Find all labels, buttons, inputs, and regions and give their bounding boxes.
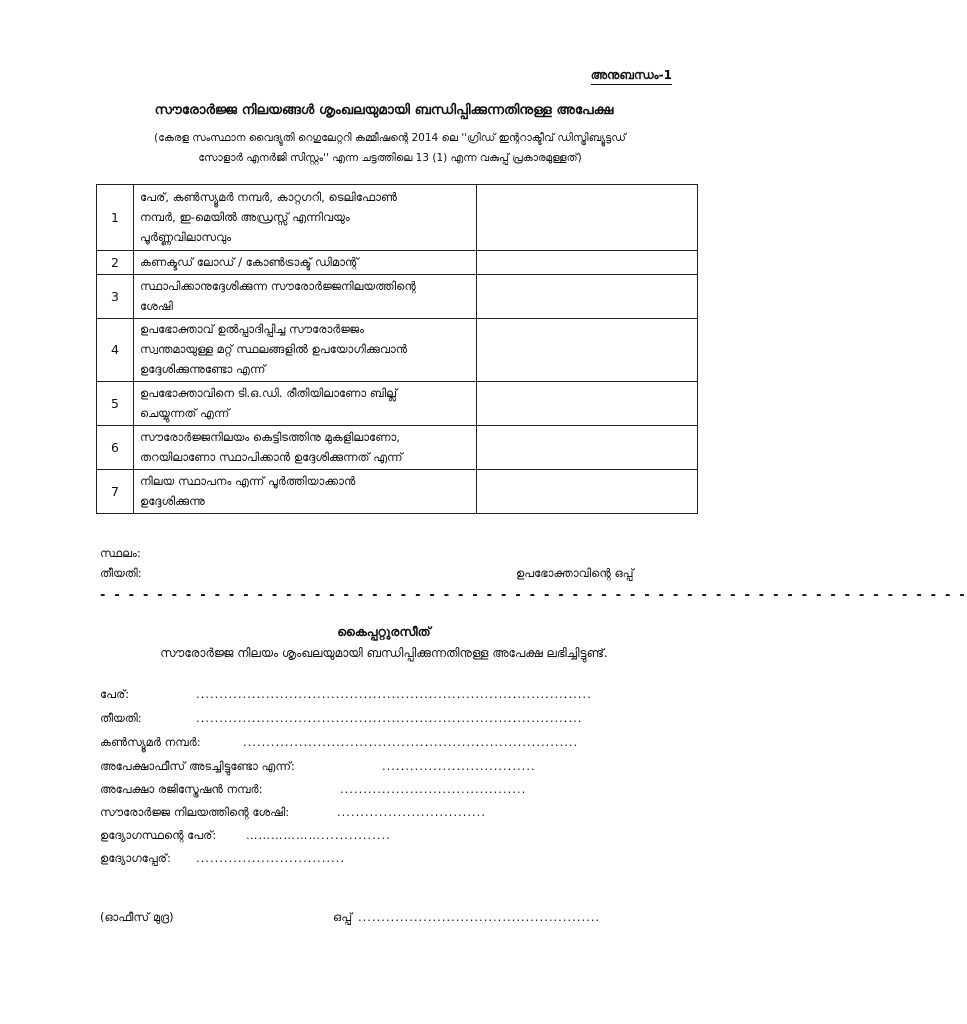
capacity-field[interactable]: ................................ [337, 805, 486, 819]
date-field[interactable]: ................................................................................... [196, 711, 583, 725]
table-row [97, 251, 698, 275]
cut-separator: - - - - - - - - - - - - - - - - - - - - - - - - - - - - - - - - - - - - - - - - - - - - - - - - - - - - - - - - - - - - - [100, 588, 967, 603]
row-description [134, 470, 477, 514]
row-desc-line: ശേഷി [140, 298, 173, 313]
row-description [134, 185, 477, 251]
row-desc-line: ചെയ്യുന്നത് എന്ന് [140, 405, 230, 420]
officer-name-label: ഉദ്യോഗസ്ഥന്റെ പേര്: [100, 828, 217, 842]
registration-number-field[interactable]: ........................................ [340, 782, 527, 796]
row-number: 1 [97, 185, 134, 251]
row-desc-line: ഉദ്ദേശിക്കുന്നു [140, 493, 205, 508]
table-row [97, 185, 698, 251]
table-row [97, 426, 698, 470]
row-desc-line: ഉപഭോക്താവിനെ ടി.ഒ.ഡി. രീതിയിലാണോ ബില്ല് [140, 385, 397, 400]
row-description [134, 319, 477, 382]
row-answer-cell[interactable] [477, 382, 698, 426]
name-field[interactable]: ..................................................................................... [196, 687, 592, 701]
row-answer-cell[interactable] [477, 426, 698, 470]
application-table [96, 184, 698, 514]
registration-number-label: അപേക്ഷാ രജിസ്ട്രേഷൻ നമ്പർ: [100, 782, 263, 796]
row-desc-line: നിലയ സ്ഥാപനം എന്ന് പൂർത്തിയാക്കാൻ [140, 473, 356, 488]
designation-label: ഉദ്യോഗപ്പേര്: [100, 851, 171, 865]
row-answer-cell[interactable] [477, 319, 698, 382]
row-desc-line: സ്വന്തമായുള്ള മറ്റ് സ്ഥലങ്ങളിൽ ഉപയോഗിക്കുവാൻ [140, 342, 408, 356]
subtitle-line-1: (കേരള സംസ്ഥാന വൈദ്യുതി റെഗുലേറ്ററി കമ്മീഷന്റെ 2014 ലെ ''ഗ്രിഡ് ഇന്ററാക്ടീവ് ഡിസ്ട്രിബ്യൂട്ടഡ് [154, 132, 626, 144]
date-field-label: തീയതി: [100, 711, 142, 725]
consumer-number-field[interactable]: ........................................................................ [243, 735, 579, 749]
row-number: 4 [97, 319, 134, 382]
date-label: തീയതി: [100, 566, 142, 580]
row-number: 7 [97, 470, 134, 514]
annex-label: അനുബന്ധം-1 [591, 68, 672, 85]
row-answer-cell[interactable] [477, 251, 698, 275]
row-desc-line: കണക്ടഡ് ലോഡ് / കോൺട്രാക്ട് ഡിമാന്റ് [140, 254, 359, 269]
receipt-subtitle: സൗരോർജ്ജ നിലയം ശൃംഖലയുമായി ബന്ധിപ്പിക്കുന്നതിനുള്ള അപേക്ഷ ലഭിച്ചിട്ടുണ്ട്. [160, 646, 608, 660]
row-number: 2 [97, 251, 134, 275]
officer-signature-label: ഒപ്പ് [333, 910, 353, 924]
row-desc-line: സൗരോർജ്ജനിലയം കെട്ടിടത്തിനു മുകളിലാണോ, [140, 429, 400, 444]
row-number: 5 [97, 382, 134, 426]
consumer-number-label: കൺസ്യൂമർ നമ്പർ: [100, 735, 201, 749]
name-label: പേര്: [100, 687, 130, 701]
row-desc-line: ഉപഭോക്താവ് ഉൽപ്പാദിപ്പിച്ച സൗരോർജ്ജം [140, 322, 364, 336]
place-label: സ്ഥലം: [100, 546, 141, 560]
subtitle-line-2: സോളാർ എനർജി സിസ്റ്റം'' എന്ന ചട്ടത്തിലെ 13 (1) എന്ന വകുപ്പ് പ്രകാരമുള്ളത്) [198, 152, 582, 164]
office-seal-label: (ഓഫീസ് മുദ്ര) [100, 910, 174, 924]
row-desc-line: പൂർണ്ണവിലാസവും [140, 229, 232, 244]
row-desc-line: പേര്, കൺസ്യൂമർ നമ്പർ, കാറ്റഗറി, ടെലിഫോൺ [140, 189, 398, 204]
designation-field[interactable]: ................................ [196, 851, 345, 865]
fee-paid-field[interactable]: ................................. [382, 759, 536, 773]
table-row [97, 275, 698, 319]
row-description [134, 275, 477, 319]
row-number: 3 [97, 275, 134, 319]
form-title: സൗരോർജ്ജ നിലയങ്ങൾ ശൃംഖലയുമായി ബന്ധിപ്പിക്കുന്നതിനുള്ള അപേക്ഷ [154, 102, 614, 118]
row-description [134, 251, 477, 275]
officer-signature-field[interactable]: .................................................... [358, 910, 601, 924]
row-desc-line: തറയിലാണോ സ്ഥാപിക്കാൻ ഉദ്ദേശിക്കുന്നത് എന്ന് [140, 449, 403, 464]
row-answer-cell[interactable] [477, 470, 698, 514]
row-desc-line: ഉദ്ദേശിക്കുന്നുണ്ടോ എന്ന് [140, 362, 266, 376]
row-number: 6 [97, 426, 134, 470]
row-answer-cell[interactable] [477, 185, 698, 251]
fee-paid-label: അപേക്ഷാഫീസ് അടച്ചിട്ടുണ്ടോ എന്ന്: [100, 759, 295, 773]
form-subtitle [110, 128, 670, 168]
table-row [97, 319, 698, 382]
consumer-signature-label: ഉപഭോക്താവിന്റെ ഒപ്പ് [516, 566, 634, 580]
table-row [97, 470, 698, 514]
row-answer-cell[interactable] [477, 275, 698, 319]
capacity-label: സൗരോർജ്ജ നിലയത്തിന്റെ ശേഷി: [100, 805, 290, 819]
officer-name-field[interactable]: ………………............... [246, 828, 391, 842]
row-desc-line: സ്ഥാപിക്കാനുദ്ദേശിക്കുന്ന സൗരോർജ്ജനിലയത്തിന്റെ [140, 278, 416, 293]
row-description [134, 382, 477, 426]
row-desc-line: നമ്പർ, ഇ-മെയിൽ അഡ്രസ്സ് എന്നിവയും [140, 209, 350, 224]
table-row [97, 382, 698, 426]
receipt-title: കൈപ്പറ്റുരസീത് [337, 624, 431, 639]
row-description [134, 426, 477, 470]
